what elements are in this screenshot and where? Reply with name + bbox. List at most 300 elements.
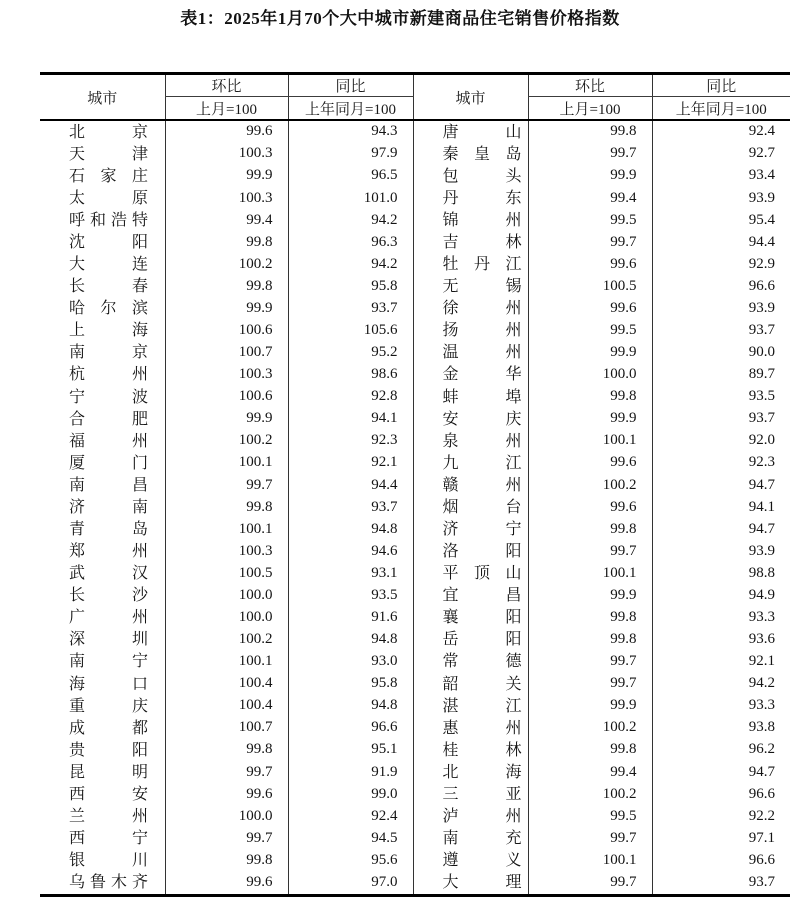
city-cell-right bbox=[413, 540, 528, 562]
table-row bbox=[40, 364, 790, 386]
mom-value-left: 99.8 bbox=[165, 496, 288, 518]
city-cell-left bbox=[40, 805, 165, 827]
yoy-value-left: 91.6 bbox=[288, 607, 413, 629]
table-header bbox=[40, 74, 790, 121]
city-cell-left bbox=[40, 187, 165, 209]
mom-value-right: 99.6 bbox=[528, 298, 652, 320]
yoy-value-right: 93.9 bbox=[652, 298, 790, 320]
mom-value-right: 99.9 bbox=[528, 342, 652, 364]
mom-value-left: 100.7 bbox=[165, 342, 288, 364]
yoy-value-right: 96.6 bbox=[652, 276, 790, 298]
yoy-value-left: 92.3 bbox=[288, 430, 413, 452]
table-row bbox=[40, 761, 790, 783]
table-row bbox=[40, 496, 790, 518]
yoy-value-left: 92.1 bbox=[288, 452, 413, 474]
city-name: 太 原 bbox=[69, 189, 148, 207]
mom-value-left: 99.9 bbox=[165, 165, 288, 187]
yoy-value-right: 94.4 bbox=[652, 231, 790, 253]
table-row bbox=[40, 298, 790, 320]
city-cell-right bbox=[413, 872, 528, 896]
header-mom-left: 环比 bbox=[165, 74, 288, 97]
city-cell-right bbox=[413, 165, 528, 187]
city-cell-left bbox=[40, 165, 165, 187]
city-cell-right bbox=[413, 496, 528, 518]
city-name: 韶 关 bbox=[442, 675, 522, 693]
city-cell-left bbox=[40, 474, 165, 496]
city-cell-right bbox=[413, 629, 528, 651]
city-cell-right bbox=[413, 364, 528, 386]
mom-value-left: 100.2 bbox=[165, 629, 288, 651]
mom-value-right: 100.1 bbox=[528, 563, 652, 585]
yoy-value-left: 95.1 bbox=[288, 739, 413, 761]
city-cell-left bbox=[40, 850, 165, 872]
yoy-value-left: 95.2 bbox=[288, 342, 413, 364]
city-name: 哈 尔 滨 bbox=[69, 300, 148, 318]
table-row bbox=[40, 342, 790, 364]
yoy-value-left: 95.6 bbox=[288, 850, 413, 872]
mom-value-left: 100.0 bbox=[165, 585, 288, 607]
city-cell-left bbox=[40, 695, 165, 717]
city-cell-left bbox=[40, 540, 165, 562]
mom-value-left: 100.5 bbox=[165, 563, 288, 585]
yoy-value-right: 93.8 bbox=[652, 717, 790, 739]
table-row bbox=[40, 386, 790, 408]
mom-value-right: 100.2 bbox=[528, 783, 652, 805]
mom-value-left: 100.3 bbox=[165, 364, 288, 386]
yoy-value-right: 93.7 bbox=[652, 320, 790, 342]
mom-value-left: 100.7 bbox=[165, 717, 288, 739]
city-cell-right bbox=[413, 695, 528, 717]
city-name: 贵 阳 bbox=[69, 741, 148, 759]
yoy-value-left: 96.5 bbox=[288, 165, 413, 187]
city-name: 大 理 bbox=[442, 874, 522, 892]
city-cell-left bbox=[40, 629, 165, 651]
mom-value-left: 99.8 bbox=[165, 850, 288, 872]
city-name: 三 亚 bbox=[442, 785, 522, 803]
table-row bbox=[40, 209, 790, 231]
mom-value-right: 99.6 bbox=[528, 452, 652, 474]
city-cell-left bbox=[40, 231, 165, 253]
table-row bbox=[40, 805, 790, 827]
mom-value-right: 100.5 bbox=[528, 276, 652, 298]
city-cell-right bbox=[413, 231, 528, 253]
mom-value-right: 99.5 bbox=[528, 805, 652, 827]
city-name: 长 春 bbox=[69, 278, 148, 296]
table-row bbox=[40, 872, 790, 896]
table-row bbox=[40, 408, 790, 430]
city-cell-right bbox=[413, 209, 528, 231]
table-row bbox=[40, 607, 790, 629]
yoy-value-right: 93.9 bbox=[652, 540, 790, 562]
table-row bbox=[40, 828, 790, 850]
table-row bbox=[40, 452, 790, 474]
header-yoy-right: 同比 bbox=[652, 74, 790, 97]
yoy-value-right: 93.6 bbox=[652, 629, 790, 651]
city-name: 呼 和 浩 特 bbox=[69, 211, 148, 229]
yoy-value-left: 95.8 bbox=[288, 673, 413, 695]
city-cell-left bbox=[40, 761, 165, 783]
city-cell-left bbox=[40, 364, 165, 386]
mom-value-left: 99.9 bbox=[165, 298, 288, 320]
table-row bbox=[40, 850, 790, 872]
mom-value-left: 100.2 bbox=[165, 253, 288, 275]
yoy-value-left: 97.9 bbox=[288, 143, 413, 165]
mom-value-right: 100.0 bbox=[528, 364, 652, 386]
city-name: 天 津 bbox=[69, 145, 148, 163]
city-cell-right bbox=[413, 408, 528, 430]
mom-value-right: 99.8 bbox=[528, 386, 652, 408]
city-name: 襄 阳 bbox=[442, 609, 522, 627]
city-name: 蚌 埠 bbox=[442, 388, 522, 406]
yoy-value-right: 92.4 bbox=[652, 120, 790, 143]
header-mom-base-right: 上月=100 bbox=[528, 97, 652, 121]
city-cell-left bbox=[40, 298, 165, 320]
city-cell-left bbox=[40, 673, 165, 695]
city-name: 平 顶 山 bbox=[442, 565, 522, 583]
yoy-value-right: 94.7 bbox=[652, 761, 790, 783]
city-name: 牡 丹 江 bbox=[442, 256, 522, 274]
table-row bbox=[40, 629, 790, 651]
table-row bbox=[40, 585, 790, 607]
table-row bbox=[40, 187, 790, 209]
city-cell-left bbox=[40, 496, 165, 518]
yoy-value-left: 96.6 bbox=[288, 717, 413, 739]
mom-value-left: 99.7 bbox=[165, 474, 288, 496]
city-cell-right bbox=[413, 739, 528, 761]
mom-value-left: 100.0 bbox=[165, 607, 288, 629]
yoy-value-left: 94.1 bbox=[288, 408, 413, 430]
city-name: 合 肥 bbox=[69, 410, 148, 428]
city-name: 唐 山 bbox=[442, 123, 522, 141]
city-cell-right bbox=[413, 761, 528, 783]
mom-value-right: 99.9 bbox=[528, 165, 652, 187]
yoy-value-left: 97.0 bbox=[288, 872, 413, 896]
city-name: 乌 鲁 木 齐 bbox=[69, 874, 148, 892]
mom-value-left: 99.8 bbox=[165, 231, 288, 253]
city-name: 厦 门 bbox=[69, 454, 148, 472]
city-cell-left bbox=[40, 518, 165, 540]
city-name: 海 口 bbox=[69, 675, 148, 693]
mom-value-right: 99.6 bbox=[528, 496, 652, 518]
mom-value-right: 99.7 bbox=[528, 872, 652, 896]
yoy-value-right: 89.7 bbox=[652, 364, 790, 386]
header-city-right: 城市 bbox=[413, 74, 528, 121]
mom-value-right: 99.7 bbox=[528, 828, 652, 850]
city-cell-right bbox=[413, 474, 528, 496]
city-name: 湛 江 bbox=[442, 697, 522, 715]
city-name: 包 头 bbox=[442, 167, 522, 185]
city-cell-right bbox=[413, 386, 528, 408]
table-row bbox=[40, 783, 790, 805]
yoy-value-right: 98.8 bbox=[652, 563, 790, 585]
city-name: 沈 阳 bbox=[69, 233, 148, 251]
city-cell-left bbox=[40, 585, 165, 607]
mom-value-left: 100.1 bbox=[165, 452, 288, 474]
city-name: 泉 州 bbox=[442, 432, 522, 450]
mom-value-right: 100.2 bbox=[528, 474, 652, 496]
city-name: 锦 州 bbox=[442, 211, 522, 229]
city-name: 济 宁 bbox=[442, 520, 522, 538]
city-name: 安 庆 bbox=[442, 410, 522, 428]
city-name: 南 昌 bbox=[69, 476, 148, 494]
city-cell-right bbox=[413, 673, 528, 695]
table-row bbox=[40, 120, 790, 143]
header-yoy-base-left: 上年同月=100 bbox=[288, 97, 413, 121]
mom-value-left: 100.3 bbox=[165, 143, 288, 165]
city-name: 岳 阳 bbox=[442, 631, 522, 649]
city-name: 南 宁 bbox=[69, 653, 148, 671]
city-cell-left bbox=[40, 342, 165, 364]
yoy-value-right: 94.1 bbox=[652, 496, 790, 518]
mom-value-right: 99.9 bbox=[528, 695, 652, 717]
mom-value-left: 100.3 bbox=[165, 187, 288, 209]
city-cell-right bbox=[413, 717, 528, 739]
city-name: 北 海 bbox=[442, 763, 522, 781]
yoy-value-left: 93.0 bbox=[288, 651, 413, 673]
city-cell-left bbox=[40, 143, 165, 165]
yoy-value-left: 94.2 bbox=[288, 253, 413, 275]
city-cell-right bbox=[413, 783, 528, 805]
mom-value-right: 99.7 bbox=[528, 673, 652, 695]
yoy-value-right: 96.6 bbox=[652, 850, 790, 872]
city-name: 大 连 bbox=[69, 256, 148, 274]
city-name: 济 南 bbox=[69, 498, 148, 516]
mom-value-left: 100.6 bbox=[165, 386, 288, 408]
table-row bbox=[40, 695, 790, 717]
yoy-value-right: 92.1 bbox=[652, 651, 790, 673]
yoy-value-left: 94.8 bbox=[288, 518, 413, 540]
mom-value-left: 100.2 bbox=[165, 430, 288, 452]
yoy-value-left: 93.7 bbox=[288, 496, 413, 518]
city-name: 常 德 bbox=[442, 653, 522, 671]
city-name: 石 家 庄 bbox=[69, 167, 148, 185]
yoy-value-right: 93.5 bbox=[652, 386, 790, 408]
city-name: 深 圳 bbox=[69, 631, 148, 649]
table-row bbox=[40, 474, 790, 496]
yoy-value-left: 94.3 bbox=[288, 120, 413, 143]
city-cell-right bbox=[413, 518, 528, 540]
table-row bbox=[40, 673, 790, 695]
mom-value-right: 99.9 bbox=[528, 585, 652, 607]
mom-value-right: 100.1 bbox=[528, 430, 652, 452]
header-yoy-base-right: 上年同月=100 bbox=[652, 97, 790, 121]
table-row bbox=[40, 165, 790, 187]
yoy-value-left: 101.0 bbox=[288, 187, 413, 209]
mom-value-right: 100.1 bbox=[528, 850, 652, 872]
mom-value-left: 99.7 bbox=[165, 828, 288, 850]
city-cell-right bbox=[413, 430, 528, 452]
mom-value-right: 99.8 bbox=[528, 607, 652, 629]
city-name: 吉 林 bbox=[442, 233, 522, 251]
yoy-value-left: 99.0 bbox=[288, 783, 413, 805]
city-name: 成 都 bbox=[69, 719, 148, 737]
city-name: 昆 明 bbox=[69, 763, 148, 781]
city-cell-left bbox=[40, 563, 165, 585]
mom-value-left: 99.7 bbox=[165, 761, 288, 783]
table-row bbox=[40, 651, 790, 673]
city-cell-left bbox=[40, 408, 165, 430]
yoy-value-right: 93.9 bbox=[652, 187, 790, 209]
city-name: 赣 州 bbox=[442, 476, 522, 494]
city-name: 泸 州 bbox=[442, 808, 522, 825]
city-cell-right bbox=[413, 298, 528, 320]
city-cell-right bbox=[413, 850, 528, 872]
yoy-value-right: 92.9 bbox=[652, 253, 790, 275]
yoy-value-left: 92.8 bbox=[288, 386, 413, 408]
city-cell-left bbox=[40, 739, 165, 761]
yoy-value-right: 95.4 bbox=[652, 209, 790, 231]
mom-value-right: 99.4 bbox=[528, 761, 652, 783]
yoy-value-right: 96.2 bbox=[652, 739, 790, 761]
city-name: 秦 皇 岛 bbox=[442, 145, 522, 163]
city-cell-right bbox=[413, 342, 528, 364]
city-cell-left bbox=[40, 386, 165, 408]
mom-value-left: 99.4 bbox=[165, 209, 288, 231]
city-name: 徐 州 bbox=[442, 300, 522, 318]
city-name: 遵 义 bbox=[442, 852, 522, 870]
city-name: 南 京 bbox=[69, 344, 148, 362]
city-name: 广 州 bbox=[69, 609, 148, 627]
city-name: 宜 昌 bbox=[442, 587, 522, 605]
city-cell-left bbox=[40, 717, 165, 739]
yoy-value-left: 94.6 bbox=[288, 540, 413, 562]
mom-value-right: 99.7 bbox=[528, 231, 652, 253]
table-row bbox=[40, 739, 790, 761]
yoy-value-left: 92.4 bbox=[288, 805, 413, 827]
yoy-value-right: 94.7 bbox=[652, 518, 790, 540]
table-row bbox=[40, 253, 790, 275]
yoy-value-left: 94.2 bbox=[288, 209, 413, 231]
city-name: 上 海 bbox=[69, 322, 148, 340]
table-row bbox=[40, 143, 790, 165]
header-city-left: 城市 bbox=[40, 74, 165, 121]
city-cell-right bbox=[413, 187, 528, 209]
city-name: 烟 台 bbox=[442, 498, 522, 516]
yoy-value-left: 96.3 bbox=[288, 231, 413, 253]
city-cell-left bbox=[40, 651, 165, 673]
city-cell-right bbox=[413, 563, 528, 585]
city-cell-right bbox=[413, 253, 528, 275]
city-name: 长 沙 bbox=[69, 587, 148, 605]
table-row bbox=[40, 563, 790, 585]
city-cell-right bbox=[413, 452, 528, 474]
city-name: 西 安 bbox=[69, 785, 148, 803]
mom-value-left: 99.6 bbox=[165, 872, 288, 896]
mom-value-left: 99.8 bbox=[165, 276, 288, 298]
city-cell-right bbox=[413, 651, 528, 673]
yoy-value-right: 94.2 bbox=[652, 673, 790, 695]
table-row bbox=[40, 430, 790, 452]
city-cell-left bbox=[40, 783, 165, 805]
city-name: 西 宁 bbox=[69, 830, 148, 848]
header-mom-base-left: 上月=100 bbox=[165, 97, 288, 121]
city-cell-right bbox=[413, 828, 528, 850]
header-yoy-left: 同比 bbox=[288, 74, 413, 97]
city-name: 金 华 bbox=[442, 366, 522, 384]
yoy-value-right: 96.6 bbox=[652, 783, 790, 805]
city-cell-left bbox=[40, 253, 165, 275]
yoy-value-right: 93.3 bbox=[652, 695, 790, 717]
yoy-value-right: 92.7 bbox=[652, 143, 790, 165]
yoy-value-right: 94.7 bbox=[652, 474, 790, 496]
mom-value-left: 100.4 bbox=[165, 673, 288, 695]
yoy-value-right: 93.7 bbox=[652, 408, 790, 430]
yoy-value-left: 91.9 bbox=[288, 761, 413, 783]
city-cell-left bbox=[40, 120, 165, 143]
yoy-value-right: 93.4 bbox=[652, 165, 790, 187]
city-name: 无 锡 bbox=[442, 278, 522, 296]
city-name: 武 汉 bbox=[69, 565, 148, 583]
city-name: 温 州 bbox=[442, 344, 522, 362]
mom-value-right: 99.8 bbox=[528, 739, 652, 761]
mom-value-right: 99.8 bbox=[528, 120, 652, 143]
mom-value-right: 99.4 bbox=[528, 187, 652, 209]
table-row bbox=[40, 320, 790, 342]
mom-value-left: 99.6 bbox=[165, 120, 288, 143]
city-cell-right bbox=[413, 320, 528, 342]
city-cell-right bbox=[413, 607, 528, 629]
mom-value-left: 99.9 bbox=[165, 408, 288, 430]
yoy-value-left: 93.7 bbox=[288, 298, 413, 320]
yoy-value-right: 90.0 bbox=[652, 342, 790, 364]
yoy-value-right: 97.1 bbox=[652, 828, 790, 850]
city-name: 兰 州 bbox=[69, 808, 148, 825]
yoy-value-left: 93.5 bbox=[288, 585, 413, 607]
yoy-value-left: 95.8 bbox=[288, 276, 413, 298]
mom-value-left: 99.8 bbox=[165, 739, 288, 761]
city-cell-left bbox=[40, 452, 165, 474]
price-index-table bbox=[40, 72, 790, 897]
city-name: 宁 波 bbox=[69, 388, 148, 406]
city-cell-right bbox=[413, 143, 528, 165]
city-cell-left bbox=[40, 607, 165, 629]
city-cell-left bbox=[40, 872, 165, 896]
mom-value-left: 100.0 bbox=[165, 805, 288, 827]
city-cell-left bbox=[40, 209, 165, 231]
mom-value-right: 99.7 bbox=[528, 540, 652, 562]
mom-value-right: 99.5 bbox=[528, 209, 652, 231]
city-cell-right bbox=[413, 276, 528, 298]
mom-value-left: 100.1 bbox=[165, 518, 288, 540]
city-name: 南 充 bbox=[442, 830, 522, 848]
city-cell-left bbox=[40, 320, 165, 342]
yoy-value-right: 93.3 bbox=[652, 607, 790, 629]
table-row bbox=[40, 518, 790, 540]
mom-value-left: 99.6 bbox=[165, 783, 288, 805]
city-name: 福 州 bbox=[69, 432, 148, 450]
mom-value-right: 99.5 bbox=[528, 320, 652, 342]
yoy-value-left: 94.8 bbox=[288, 695, 413, 717]
table-row bbox=[40, 717, 790, 739]
table-row bbox=[40, 231, 790, 253]
yoy-value-left: 105.6 bbox=[288, 320, 413, 342]
mom-value-right: 99.9 bbox=[528, 408, 652, 430]
mom-value-left: 100.6 bbox=[165, 320, 288, 342]
city-name: 洛 阳 bbox=[442, 543, 522, 561]
yoy-value-right: 92.2 bbox=[652, 805, 790, 827]
header-mom-right: 环比 bbox=[528, 74, 652, 97]
city-cell-left bbox=[40, 276, 165, 298]
yoy-value-left: 94.4 bbox=[288, 474, 413, 496]
city-cell-right bbox=[413, 805, 528, 827]
city-name: 丹 东 bbox=[442, 189, 522, 207]
yoy-value-right: 92.0 bbox=[652, 430, 790, 452]
yoy-value-right: 93.7 bbox=[652, 872, 790, 896]
yoy-value-left: 93.1 bbox=[288, 563, 413, 585]
mom-value-right: 99.8 bbox=[528, 629, 652, 651]
city-name: 惠 州 bbox=[442, 719, 522, 737]
city-cell-right bbox=[413, 120, 528, 143]
